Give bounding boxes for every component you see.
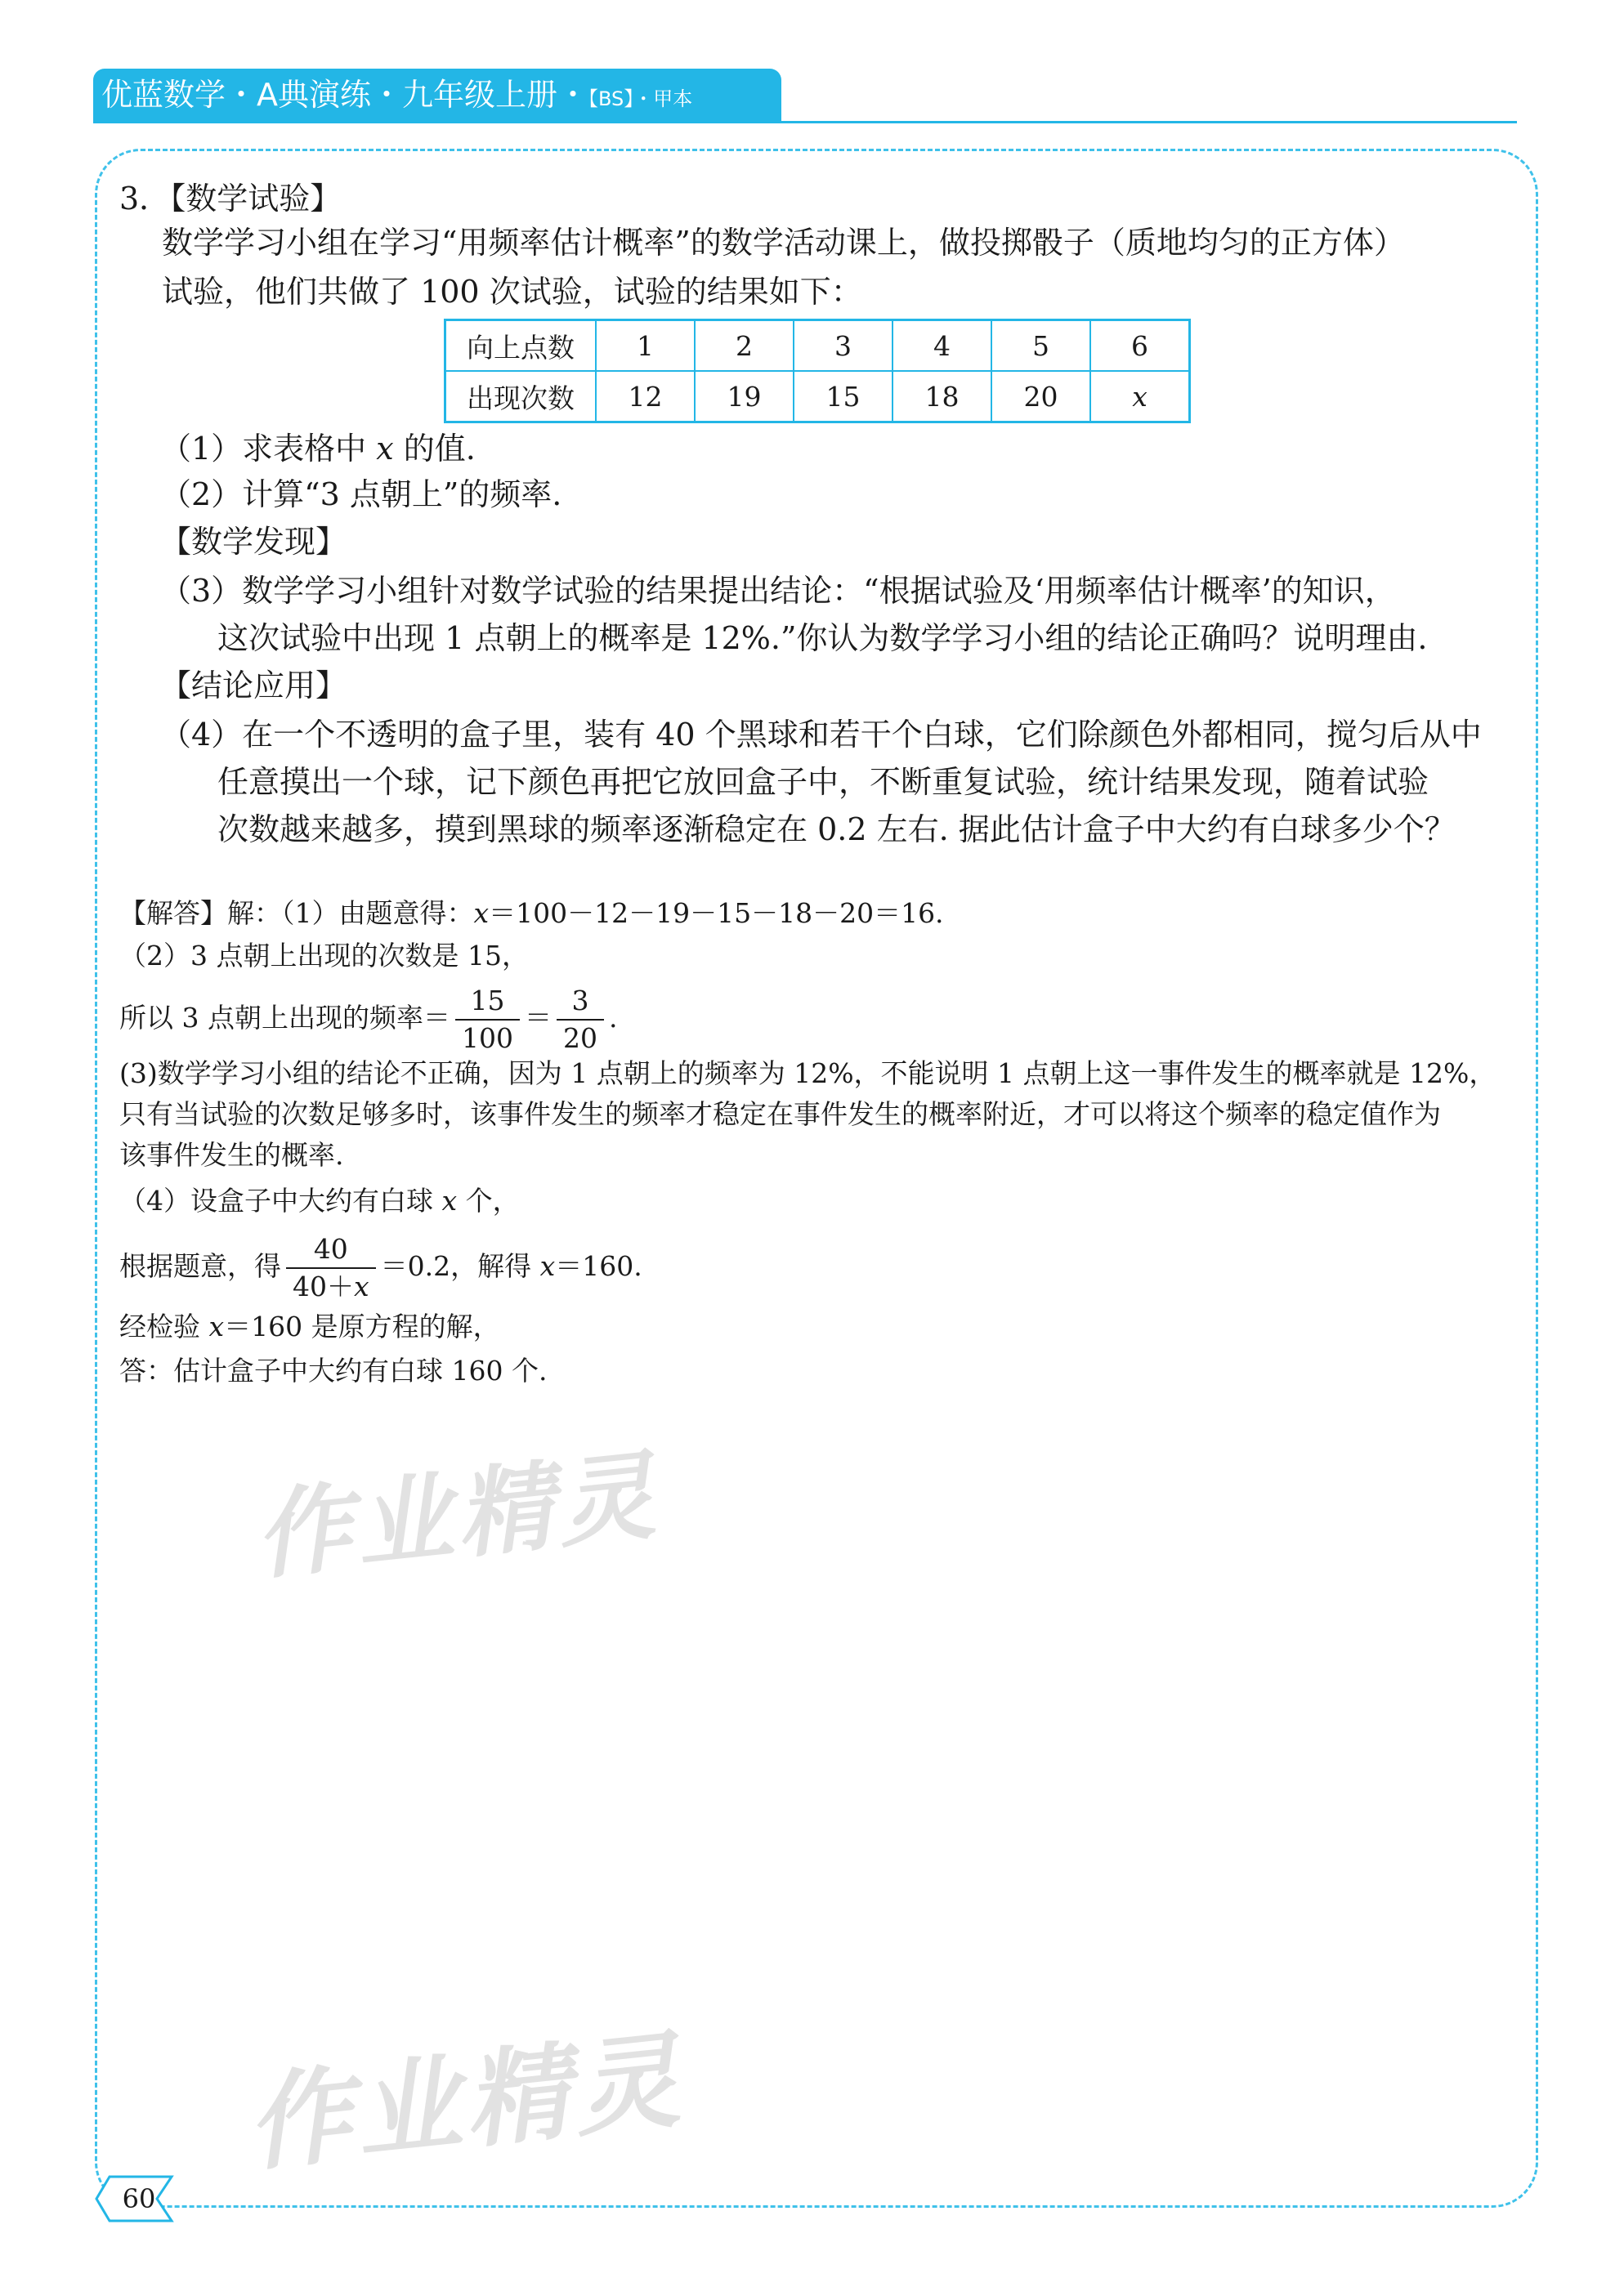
answer-part3-line3: 该事件发生的概率. — [119, 1139, 344, 1171]
section-discovery: 【数学发现】 — [160, 524, 347, 560]
table-cell: 3 — [794, 320, 893, 372]
answer-equation-line — [119, 1226, 642, 1307]
table-row — [445, 371, 1190, 422]
part4-line1: （4）在一个不透明的盒子里，装有 40 个黑球和若干个白球，它们除颜色外都相同，搅匀后从中 — [160, 717, 1482, 753]
fraction-denominator: 100 — [461, 1022, 513, 1054]
section-experiment: 【数学试验】 — [170, 181, 342, 217]
part1 — [160, 425, 476, 472]
header-separator: ・ — [633, 87, 654, 110]
period: . — [608, 1002, 618, 1034]
page-number: 60 — [122, 2183, 156, 2214]
fraction-denominator — [286, 1269, 376, 1305]
part3-line1: （3）数学学习小组针对数学试验的结果提出结论：“根据试验及‘用频率估计概率’的知识， — [160, 573, 1396, 609]
watermark: 作业精灵 — [240, 2019, 690, 2187]
table-cell: 5 — [991, 320, 1090, 372]
answer-text-end: ＝160 是原方程的解， — [224, 1311, 500, 1342]
part1-text: （1）求表格中 — [160, 431, 377, 467]
answer-part1 — [119, 894, 944, 933]
table-cell: 15 — [794, 371, 893, 422]
question-number: 3． — [119, 181, 171, 217]
answer-text-end: 个， — [457, 1185, 520, 1217]
variable-x: x — [473, 897, 490, 929]
answer-check — [119, 1307, 500, 1347]
section-application: 【结论应用】 — [160, 668, 347, 704]
table-cell: 2 — [695, 320, 794, 372]
answer-text: ＝0.2，解得 — [380, 1250, 540, 1282]
answer-final: 答：估计盒子中大约有白球 160 个. — [119, 1355, 548, 1387]
answer-frequency-line — [119, 977, 617, 1059]
variable-x: x — [441, 1185, 458, 1217]
header-rule — [93, 121, 1517, 123]
variable-x: x — [539, 1250, 556, 1282]
answer-text-end: ＝160. — [555, 1250, 642, 1282]
fraction-15-100 — [455, 983, 520, 1056]
fraction-numerator: 3 — [557, 983, 604, 1021]
equals-sign: ＝ — [524, 1002, 552, 1034]
variable-x: x — [1132, 380, 1148, 413]
table-cell: 20 — [991, 371, 1090, 422]
header-title — [101, 72, 692, 118]
answer-part2: （2）3 点朝上出现的次数是 15， — [119, 940, 529, 972]
version-tag: 甲本 — [653, 87, 693, 110]
question-heading — [119, 175, 341, 222]
answer-text: 经检验 — [119, 1311, 209, 1342]
edition-tag: 【BS】 — [588, 87, 634, 110]
variable-x: x — [208, 1311, 225, 1342]
watermark: 作业精灵 — [249, 1438, 664, 1593]
fraction-denominator: 20 — [562, 1022, 597, 1054]
answer-part3-line2: 只有当试验的次数足够多时，该事件发生的频率才稳定在事件发生的概率附近，才可以将这个频率的稳定值作为 — [119, 1098, 1441, 1130]
variable-x: x — [376, 431, 394, 467]
fraction-40-over-40-plus-x — [286, 1231, 376, 1305]
part3-line2: 这次试验中出现 1 点朝上的概率是 12%.”你认为数学学习小组的结论正确吗？说明理由. — [217, 620, 1428, 656]
part4-line2: 任意摸出一个球，记下颜色再把它放回盒子中，不断重复试验，统计结果发现，随着试验 — [217, 764, 1429, 800]
question-intro-line2: 试验，他们共做了 100 次试验，试验的结果如下： — [162, 274, 862, 310]
part1-text-end: 的值. — [393, 431, 476, 467]
table-cell: 12 — [596, 371, 695, 422]
answer-part3-line1: (3)数学学习小组的结论不正确，因为 1 点朝上的频率为 12%，不能说明 1 点朝上这一事件发生的概率就是 12%， — [119, 1057, 1496, 1089]
table-header-counts: 出现次数 — [445, 371, 597, 422]
fraction-3-20 — [557, 983, 604, 1056]
answer-part4 — [119, 1182, 520, 1221]
answer-text: 所以 3 点朝上出现的频率＝ — [119, 1002, 450, 1034]
variable-x: x — [354, 1271, 369, 1302]
answer-label: 【解答】解：（1）由题意得： — [119, 897, 474, 929]
answer-text: 根据题意，得 — [119, 1250, 281, 1282]
table-row — [445, 320, 1190, 372]
table-cell: 1 — [596, 320, 695, 372]
table-cell: 4 — [893, 320, 991, 372]
denominator-text: 40＋ — [293, 1271, 354, 1302]
answer-expression: ＝100－12－19－15－18－20＝16. — [489, 897, 944, 929]
book-series: 优蓝数学・A典演练・九年级上册・ — [101, 77, 588, 113]
table-cell: 19 — [695, 371, 794, 422]
table-header-points: 向上点数 — [445, 320, 597, 372]
table-cell-unknown — [1090, 371, 1190, 422]
part2: （2）计算“3 点朝上”的频率. — [160, 476, 562, 512]
fraction-numerator: 40 — [286, 1231, 376, 1269]
answer-text: （4）设盒子中大约有白球 — [119, 1185, 442, 1217]
question-intro-line1: 数学学习小组在学习“用频率估计概率”的数学活动课上，做投掷骰子（质地均匀的正方体） — [162, 225, 1405, 261]
part4-line3: 次数越来越多，摸到黑球的频率逐渐稳定在 0.2 左右. 据此估计盒子中大约有白球多少个？ — [217, 811, 1456, 847]
table-cell: 18 — [893, 371, 991, 422]
fraction-numerator: 15 — [455, 983, 520, 1021]
table-cell: 6 — [1090, 320, 1190, 372]
dice-results-table — [444, 319, 1191, 423]
